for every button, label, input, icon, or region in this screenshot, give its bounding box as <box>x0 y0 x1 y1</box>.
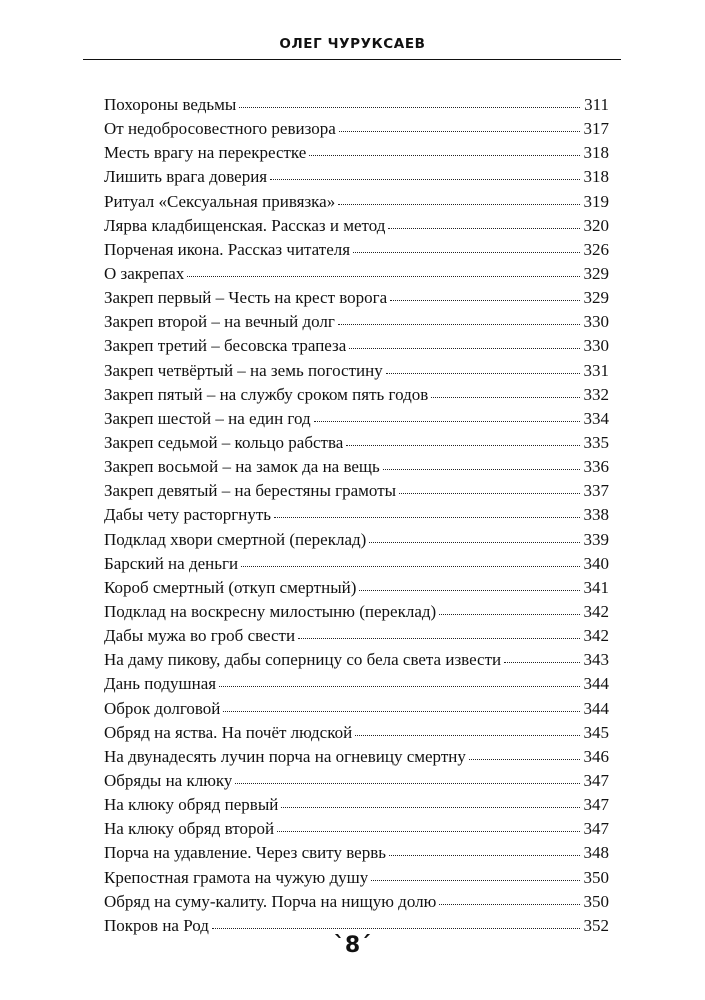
toc-entry-page: 337 <box>583 481 609 501</box>
toc-entry <box>104 552 609 576</box>
toc-entry-title: На клюку обряд первый <box>104 795 279 815</box>
toc-entry-page: 352 <box>583 915 609 935</box>
toc-entry-page: 330 <box>583 312 609 332</box>
toc-entry-title: О закрепах <box>104 263 185 283</box>
toc-entry-page: 347 <box>583 795 609 815</box>
toc-entry-title: Закреп второй – на вечный долг <box>104 312 335 332</box>
toc-dot-leader <box>239 107 580 108</box>
toc-entry-page: 339 <box>583 529 609 549</box>
toc-entry <box>104 479 609 503</box>
toc-entry <box>104 214 609 238</box>
toc-dot-leader <box>399 493 579 494</box>
toc-dot-leader <box>388 228 579 229</box>
toc-dot-leader <box>235 783 579 784</box>
toc-dot-leader <box>274 517 579 518</box>
toc-entry <box>104 165 609 189</box>
toc-entry <box>104 262 609 286</box>
header-rule <box>83 59 621 60</box>
toc-entry-page: 348 <box>583 843 609 863</box>
toc-entry-title: Крепостная грамота на чужую душу <box>104 867 369 887</box>
toc-dot-leader <box>314 421 580 422</box>
toc-dot-leader <box>389 855 580 856</box>
toc-dot-leader <box>338 324 580 325</box>
toc-entry-title: Обряды на клюку <box>104 770 233 790</box>
toc-entry-page: 346 <box>583 746 609 766</box>
toc-dot-leader <box>390 300 579 301</box>
toc-entry-title: Обряд на яства. На почёт людской <box>104 722 353 742</box>
toc-dot-leader <box>270 179 579 180</box>
toc-dot-leader <box>431 397 579 398</box>
toc-entry <box>104 841 609 865</box>
toc-entry-title: Ритуал «Сексуальная привязка» <box>104 191 336 211</box>
toc-entry <box>104 769 609 793</box>
toc-entry-title: Закреп седьмой – кольцо рабства <box>104 432 344 452</box>
toc-dot-leader <box>353 252 579 253</box>
toc-entry-page: 347 <box>583 819 609 839</box>
toc-entry-title: Подклад на воскресну милостыню (переклад) <box>104 601 437 621</box>
toc-entry <box>104 648 609 672</box>
toc-entry <box>104 672 609 696</box>
toc-entry-page: 350 <box>583 891 609 911</box>
toc-dot-leader <box>359 590 579 591</box>
toc-entry <box>104 817 609 841</box>
toc-dot-leader <box>223 711 579 712</box>
toc-entry-page: 319 <box>583 191 609 211</box>
toc-entry-page: 350 <box>583 867 609 887</box>
toc-entry <box>104 600 609 624</box>
toc-entry-title: Порча на удавление. Через свиту вервь <box>104 843 386 863</box>
toc-entry <box>104 334 609 358</box>
folio-tick-left: ` <box>333 933 345 958</box>
toc-entry-page: 344 <box>583 674 609 694</box>
toc-entry-title: Барский на деньги <box>104 553 239 573</box>
toc-entry-title: Подклад хвори смертной (переклад) <box>104 529 367 549</box>
toc-entry-page: 336 <box>583 457 609 477</box>
toc-entry-title: Закреп первый – Честь на крест ворога <box>104 288 388 308</box>
toc-entry-page: 318 <box>583 167 609 187</box>
toc-entry-title: Дабы чету расторгнуть <box>104 505 272 525</box>
toc-entry-title: Дань подушная <box>104 674 217 694</box>
toc-dot-leader <box>339 131 580 132</box>
toc-entry-page: 331 <box>583 360 609 380</box>
toc-entry <box>104 793 609 817</box>
toc-entry <box>104 141 609 165</box>
toc-entry <box>104 890 609 914</box>
toc-entry <box>104 286 609 310</box>
page-number <box>0 933 705 958</box>
toc-dot-leader <box>504 662 579 663</box>
toc-entry-page: 347 <box>583 770 609 790</box>
folio-tick-right: ´ <box>360 933 372 958</box>
toc-dot-leader <box>212 928 580 929</box>
toc-dot-leader <box>371 880 579 881</box>
toc-dot-leader <box>469 759 580 760</box>
page-number-value: 8 <box>344 933 361 958</box>
toc-dot-leader <box>219 686 579 687</box>
toc-entry-title: Закреп четвёртый – на земь погостину <box>104 360 383 380</box>
toc-entry-page: 326 <box>583 239 609 259</box>
toc-dot-leader <box>349 348 579 349</box>
toc-entry-page: 335 <box>583 432 609 452</box>
toc-dot-leader <box>386 373 580 374</box>
toc-entry <box>104 93 609 117</box>
toc-dot-leader <box>346 445 579 446</box>
toc-entry <box>104 117 609 141</box>
toc-entry <box>104 310 609 334</box>
toc-entry-title: Короб смертный (откуп смертный) <box>104 577 357 597</box>
toc-entry-title: Похороны ведьмы <box>104 95 237 114</box>
toc-entry <box>104 503 609 527</box>
toc-dot-leader <box>439 904 579 905</box>
toc-dot-leader <box>187 276 579 277</box>
toc-entry-page: 341 <box>583 577 609 597</box>
toc-entry-page: 329 <box>583 263 609 283</box>
toc-entry <box>104 576 609 600</box>
toc-entry <box>104 721 609 745</box>
toc-entry-page: 332 <box>583 384 609 404</box>
toc-entry-title: Месть врагу на перекрестке <box>104 143 307 163</box>
toc-entry-page: 342 <box>583 626 609 646</box>
running-head-author: ОЛЕГ ЧУРУКСАЕВ <box>279 36 426 52</box>
toc-entry-title: Закреп пятый – на службу сроком пять годов <box>104 384 429 404</box>
toc-entry <box>104 745 609 769</box>
toc-entry-page: 318 <box>583 143 609 163</box>
toc-dot-leader <box>309 155 579 156</box>
toc-dot-leader <box>383 469 580 470</box>
toc-entry-title: Дабы мужа во гроб свести <box>104 626 296 646</box>
toc-dot-leader <box>277 831 579 832</box>
toc-entry <box>104 190 609 214</box>
toc-entry-title: На клюку обряд второй <box>104 819 275 839</box>
toc-entry <box>104 697 609 721</box>
toc-dot-leader <box>241 566 579 567</box>
toc-entry-page: 344 <box>583 698 609 718</box>
toc-entry-title: Закреп третий – бесовска трапеза <box>104 336 347 356</box>
toc-dot-leader <box>298 638 579 639</box>
toc-entry <box>104 383 609 407</box>
toc-entry-title: На двунадесять лучин порча на огневицу смертну <box>104 746 466 766</box>
toc-entry-title: Закреп восьмой – на замок да на вещь <box>104 457 380 477</box>
toc-dot-leader <box>281 807 579 808</box>
toc-entry-page: 329 <box>583 288 609 308</box>
toc-entry-page: 342 <box>583 601 609 621</box>
toc-entry <box>104 359 609 383</box>
toc-entry-page: 338 <box>583 505 609 525</box>
toc-entry-title: Обряд на суму-калиту. Порча на нищую долю <box>104 891 437 911</box>
toc-entry-title: Закреп шестой – на един год <box>104 408 311 428</box>
toc-entry <box>104 866 609 890</box>
toc-dot-leader <box>338 204 579 205</box>
toc-entry <box>104 528 609 552</box>
toc-entry-page: 343 <box>583 650 609 670</box>
toc-entry <box>104 407 609 431</box>
toc-entry-title: Порченая икона. Рассказ читателя <box>104 239 351 259</box>
toc-entry-title: Лишить врага доверия <box>104 167 268 187</box>
toc-entry-page: 311 <box>584 95 609 114</box>
toc-entry-title: Покров на Род <box>104 915 209 935</box>
toc-entry-title: От недобросовестного ревизора <box>104 119 336 139</box>
toc-entry-page: 330 <box>583 336 609 356</box>
toc-entry-page: 334 <box>583 408 609 428</box>
toc-entry-page: 317 <box>583 119 609 139</box>
toc-dot-leader <box>439 614 579 615</box>
toc-dot-leader <box>355 735 579 736</box>
toc-entry <box>104 431 609 455</box>
toc-entry-page: 345 <box>583 722 609 742</box>
toc-entry-title: На даму пикову, дабы соперницу со бела света извести <box>104 650 502 670</box>
toc-entry-page: 320 <box>583 215 609 235</box>
toc-entry-title: Оброк долговой <box>104 698 221 718</box>
table-of-contents <box>104 93 609 938</box>
toc-entry <box>104 238 609 262</box>
toc-entry-title: Закреп девятый – на берестяны грамоты <box>104 481 397 501</box>
toc-dot-leader <box>369 542 579 543</box>
toc-entry-page: 340 <box>583 553 609 573</box>
toc-entry <box>104 624 609 648</box>
toc-entry-title: Лярва кладбищенская. Рассказ и метод <box>104 215 386 235</box>
toc-entry <box>104 455 609 479</box>
